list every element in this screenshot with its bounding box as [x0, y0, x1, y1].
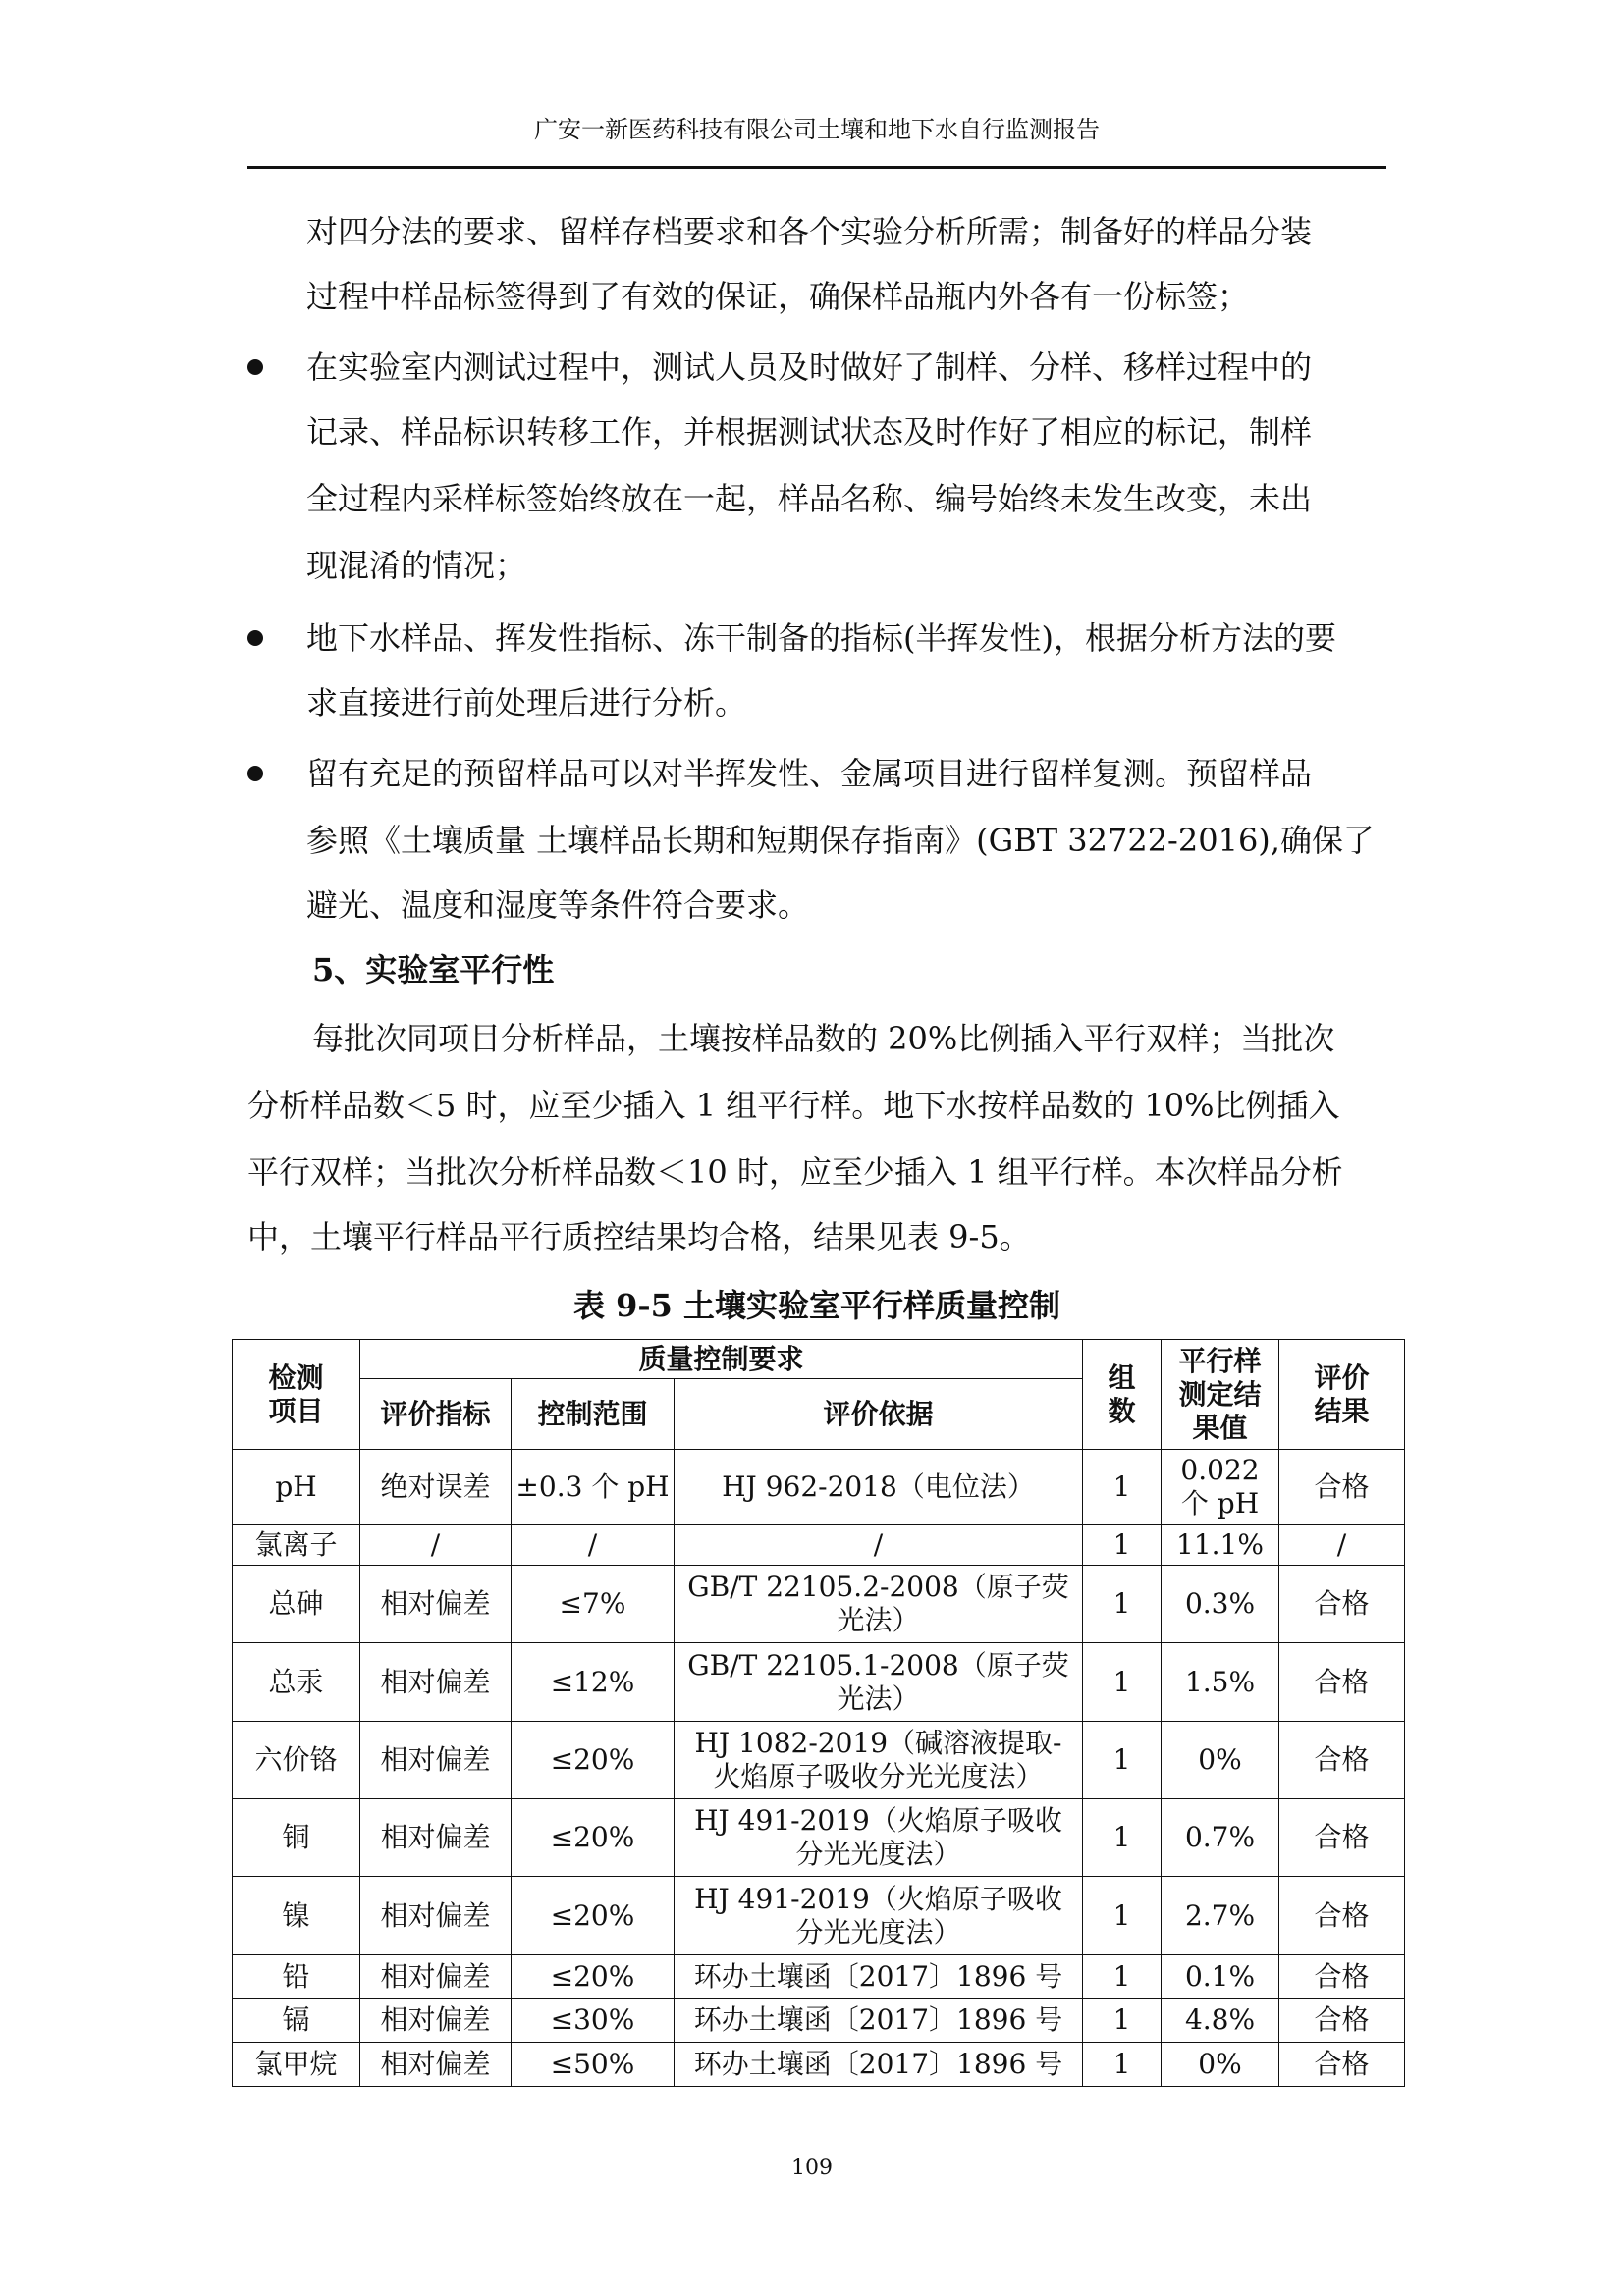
text-line: 现混淆的情况； — [306, 547, 527, 584]
cell-result: 合格 — [1279, 1954, 1405, 1999]
text-line: 全过程内采样标签始终放在一起，样品名称、编号始终未发生改变，未出 — [306, 480, 1313, 517]
table-row — [233, 1799, 1405, 1877]
cell-measured: 0.022 个 pH — [1162, 1450, 1279, 1525]
header-qc-requirements: 质量控制要求 — [360, 1340, 1083, 1379]
text-line: 过程中样品标签得到了有效的保证，确保样品瓶内外各有一份标签； — [306, 278, 1250, 315]
cell-item: 镍 — [233, 1877, 360, 1954]
cell-item: 总汞 — [233, 1643, 360, 1721]
cell-control-range: ≤7% — [512, 1565, 675, 1642]
cell-eval-index: / — [360, 1525, 512, 1566]
cell-eval-index: 相对偏差 — [360, 2043, 512, 2087]
cell-result: 合格 — [1279, 1450, 1405, 1525]
cell-eval-basis: HJ 962-2018（电位法） — [675, 1450, 1083, 1525]
cell-groups: 1 — [1083, 1565, 1162, 1642]
text-line: 地下水样品、挥发性指标、冻干制备的指标(半挥发性)，根据分析方法的要 — [306, 619, 1336, 657]
cell-measured: 2.7% — [1162, 1877, 1279, 1954]
section-heading: 5、实验室平行性 — [312, 951, 555, 988]
cell-eval-basis: GB/T 22105.2-2008（原子荧 光法） — [675, 1565, 1083, 1642]
cell-item: 铜 — [233, 1799, 360, 1877]
cell-item: 氯离子 — [233, 1525, 360, 1566]
cell-groups: 1 — [1083, 1799, 1162, 1877]
table-row — [233, 1525, 1405, 1566]
cell-measured: 0.1% — [1162, 1954, 1279, 1999]
header-result: 评价 结果 — [1279, 1340, 1405, 1450]
cell-groups: 1 — [1083, 1525, 1162, 1566]
header-eval-basis: 评价依据 — [675, 1379, 1083, 1450]
qc-table — [232, 1339, 1405, 2087]
cell-measured: 0% — [1162, 2043, 1279, 2087]
cell-item: pH — [233, 1450, 360, 1525]
text-line: 每批次同项目分析样品，土壤按样品数的 20%比例插入平行双样；当批次 — [312, 1020, 1335, 1057]
cell-item: 总砷 — [233, 1565, 360, 1642]
cell-eval-basis: / — [675, 1525, 1083, 1566]
cell-control-range: ≤20% — [512, 1799, 675, 1877]
text-line: 中，土壤平行样品平行质控结果均合格，结果见表 9-5。 — [247, 1218, 1031, 1255]
cell-groups: 1 — [1083, 2043, 1162, 2087]
cell-groups: 1 — [1083, 1999, 1162, 2043]
bullet-icon — [247, 359, 263, 375]
cell-eval-basis: 环办土壤函〔2017〕1896 号 — [675, 2043, 1083, 2087]
text-line: 求直接进行前处理后进行分析。 — [306, 684, 747, 721]
cell-item: 六价铬 — [233, 1721, 360, 1798]
table-row — [233, 1450, 1405, 1525]
cell-measured: 0.7% — [1162, 1799, 1279, 1877]
text-line: 留有充足的预留样品可以对半挥发性、金属项目进行留样复测。预留样品 — [306, 755, 1313, 792]
cell-result: / — [1279, 1525, 1405, 1566]
cell-eval-index: 相对偏差 — [360, 1999, 512, 2043]
header-measured: 平行样 测定结 果值 — [1162, 1340, 1279, 1450]
page-header — [247, 110, 1386, 169]
header-item: 检测 项目 — [233, 1340, 360, 1450]
cell-eval-index: 相对偏差 — [360, 1954, 512, 1999]
cell-control-range: ≤20% — [512, 1954, 675, 1999]
cell-result: 合格 — [1279, 1999, 1405, 2043]
cell-item: 氯甲烷 — [233, 2043, 360, 2087]
cell-result: 合格 — [1279, 1877, 1405, 1954]
cell-result: 合格 — [1279, 1721, 1405, 1798]
cell-eval-index: 相对偏差 — [360, 1565, 512, 1642]
cell-eval-index: 相对偏差 — [360, 1643, 512, 1721]
cell-eval-index: 绝对误差 — [360, 1450, 512, 1525]
cell-measured: 1.5% — [1162, 1643, 1279, 1721]
header-control-range: 控制范围 — [512, 1379, 675, 1450]
cell-groups: 1 — [1083, 1721, 1162, 1798]
cell-result: 合格 — [1279, 1565, 1405, 1642]
text-line: 对四分法的要求、留样存档要求和各个实验分析所需；制备好的样品分装 — [306, 213, 1313, 250]
cell-measured: 11.1% — [1162, 1525, 1279, 1566]
table-row — [233, 2043, 1405, 2087]
cell-control-range: ≤50% — [512, 2043, 675, 2087]
text-line: 在实验室内测试过程中，测试人员及时做好了制样、分样、移样过程中的 — [306, 348, 1313, 386]
text-line: 避光、温度和湿度等条件符合要求。 — [306, 886, 810, 924]
text-line: 平行双样；当批次分析样品数＜10 时，应至少插入 1 组平行样。本次样品分析 — [247, 1153, 1343, 1191]
header-groups: 组 数 — [1083, 1340, 1162, 1450]
table-row — [233, 1721, 1405, 1798]
cell-eval-index: 相对偏差 — [360, 1721, 512, 1798]
cell-eval-basis: HJ 491-2019（火焰原子吸收 分光光度法） — [675, 1877, 1083, 1954]
cell-control-range: ±0.3 个 pH — [512, 1450, 675, 1525]
cell-measured: 0% — [1162, 1721, 1279, 1798]
table-row — [233, 1954, 1405, 1999]
cell-groups: 1 — [1083, 1450, 1162, 1525]
cell-control-range: ≤20% — [512, 1721, 675, 1798]
cell-measured: 4.8% — [1162, 1999, 1279, 2043]
cell-eval-basis: 环办土壤函〔2017〕1896 号 — [675, 1999, 1083, 2043]
cell-control-range: ≤12% — [512, 1643, 675, 1721]
table-row — [233, 1565, 1405, 1642]
cell-control-range: ≤30% — [512, 1999, 675, 2043]
table-caption: 表 9-5 土壤实验室平行样质量控制 — [572, 1287, 1061, 1324]
page-number: 109 — [791, 2156, 833, 2180]
cell-result: 合格 — [1279, 2043, 1405, 2087]
cell-groups: 1 — [1083, 1643, 1162, 1721]
cell-measured: 0.3% — [1162, 1565, 1279, 1642]
cell-control-range: / — [512, 1525, 675, 1566]
cell-eval-basis: 环办土壤函〔2017〕1896 号 — [675, 1954, 1083, 1999]
text-line: 参照《土壤质量 土壤样品长期和短期保存指南》(GBT 32722-2016),确保了 — [306, 822, 1375, 859]
bullet-icon — [247, 630, 263, 646]
cell-eval-basis: HJ 491-2019（火焰原子吸收 分光光度法） — [675, 1799, 1083, 1877]
header-title: 广安一新医药科技有限公司土壤和地下水自行监测报告 — [534, 116, 1100, 143]
text-line: 记录、样品标识转移工作，并根据测试状态及时作好了相应的标记，制样 — [306, 413, 1313, 451]
table-row — [233, 1877, 1405, 1954]
cell-eval-index: 相对偏差 — [360, 1799, 512, 1877]
cell-eval-basis: HJ 1082-2019（碱溶液提取- 火焰原子吸收分光光度法） — [675, 1721, 1083, 1798]
cell-result: 合格 — [1279, 1799, 1405, 1877]
bullet-icon — [247, 766, 263, 781]
cell-eval-index: 相对偏差 — [360, 1877, 512, 1954]
text-line: 分析样品数＜5 时，应至少插入 1 组平行样。地下水按样品数的 10%比例插入 — [247, 1087, 1340, 1124]
cell-eval-basis: GB/T 22105.1-2008（原子荧 光法） — [675, 1643, 1083, 1721]
cell-groups: 1 — [1083, 1877, 1162, 1954]
table-row — [233, 1643, 1405, 1721]
header-eval-index: 评价指标 — [360, 1379, 512, 1450]
cell-result: 合格 — [1279, 1643, 1405, 1721]
cell-item: 铅 — [233, 1954, 360, 1999]
table-row — [233, 1999, 1405, 2043]
cell-item: 镉 — [233, 1999, 360, 2043]
cell-control-range: ≤20% — [512, 1877, 675, 1954]
cell-groups: 1 — [1083, 1954, 1162, 1999]
